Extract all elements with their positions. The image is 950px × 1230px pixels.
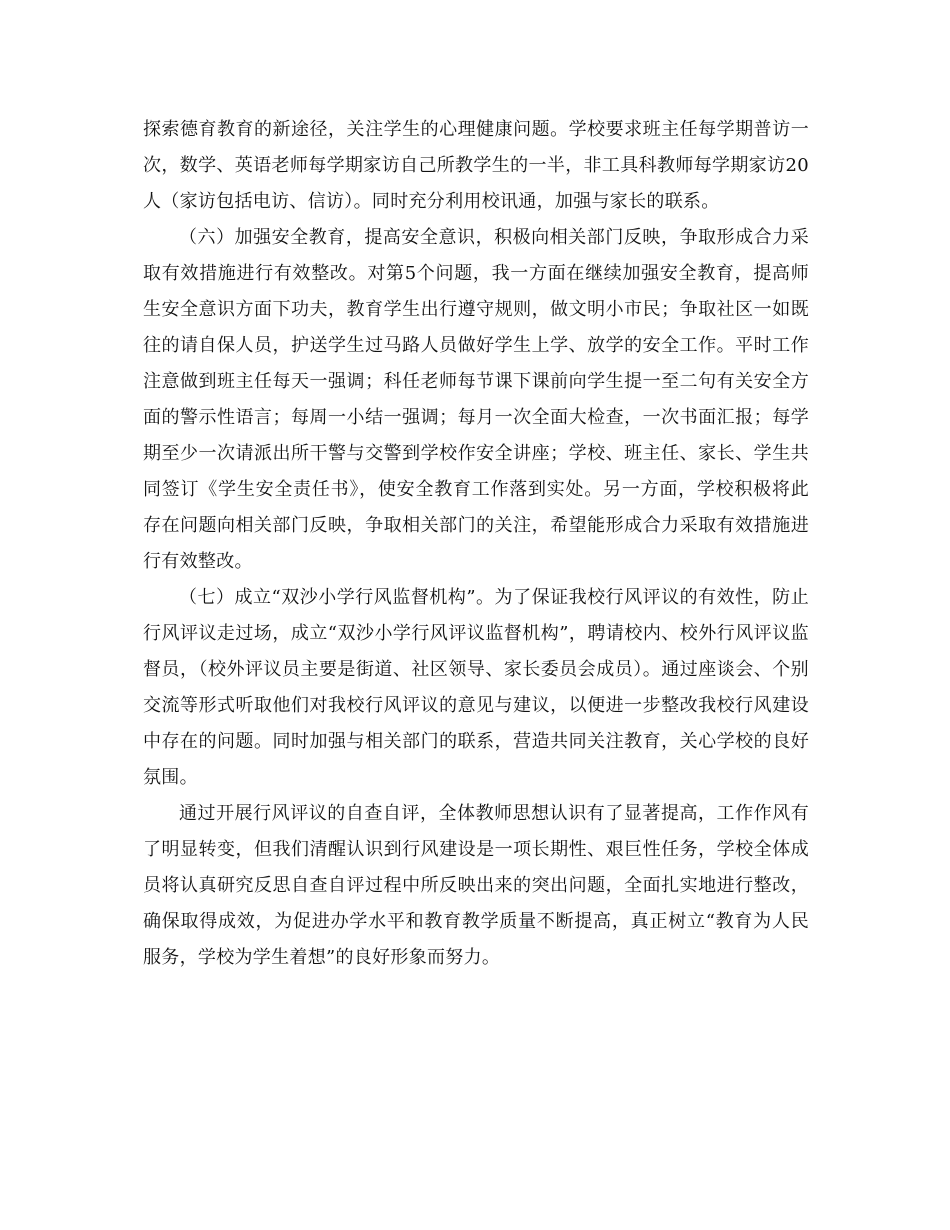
document-page: [143, 112, 809, 976]
paragraph-conclusion: 通过开展行风评议的自查自评，全体教师思想认识有了显著提高，工作作风有了明显转变，但我们清醒认识到行风建设是一项长期性、艰巨性任务，学校全体成员将认真研究反思自查自评过程中所反映出来的突出问题，全面扎实地进行整改，确保取得成效，为促进办学水平和教育教学质量不断提高，真正树立“教育为人民服务，学校为学生着想”的良好形象而努力。: [143, 803, 809, 968]
paragraph-moral-education: 探索德育教育的新途径，关注学生的心理健康问题。学校要求班主任每学期普访一次，数学、英语老师每学期家访自己所教学生的一半，非工具科教师每学期家访20人（家访包括电访、信访）。同时充分利用校讯通，加强与家长的联系。: [143, 119, 809, 212]
paragraph-supervision-agency: （七）成立“双沙小学行风监督机构”。为了保证我校行风评议的有效性，防止行风评议走过场，成立“双沙小学行风评议监督机构”，聘请校内、校外行风评议监督员，（校外评议员主要是街道、社区领导、家长委员会成员）。通过座谈会、个别交流等形式听取他们对我校行风评议的意见与建议，以便进一步整改我校行风建设中存在的问题。同时加强与相关部门的联系，营造共同关注教育，关心学校的良好氛围。: [143, 587, 809, 788]
paragraph-safety-education: （六）加强安全教育，提高安全意识，积极向相关部门反映，争取形成合力采取有效措施进行有效整改。对第5个问题，我一方面在继续加强安全教育，提高师生安全意识方面下功夫，教育学生出行遵守规则，做文明小市民；争取社区一如既往的请自保人员，护送学生过马路人员做好学生上学、放学的安全工作。平时工作注意做到班主任每天一强调；科任老师每节课下课前向学生提一至二句有关安全方面的警示性语言；每周一小结一强调；每月一次全面大检查，一次书面汇报；每学期至少一次请派出所干警与交警到学校作安全讲座；学校、班主任、家长、学生共同签订《学生安全责任书》，使安全教育工作落到实处。另一方面，学校积极将此存在问题向相关部门反映，争取相关部门的关注，希望能形成合力采取有效措施进行有效整改。: [143, 227, 809, 572]
